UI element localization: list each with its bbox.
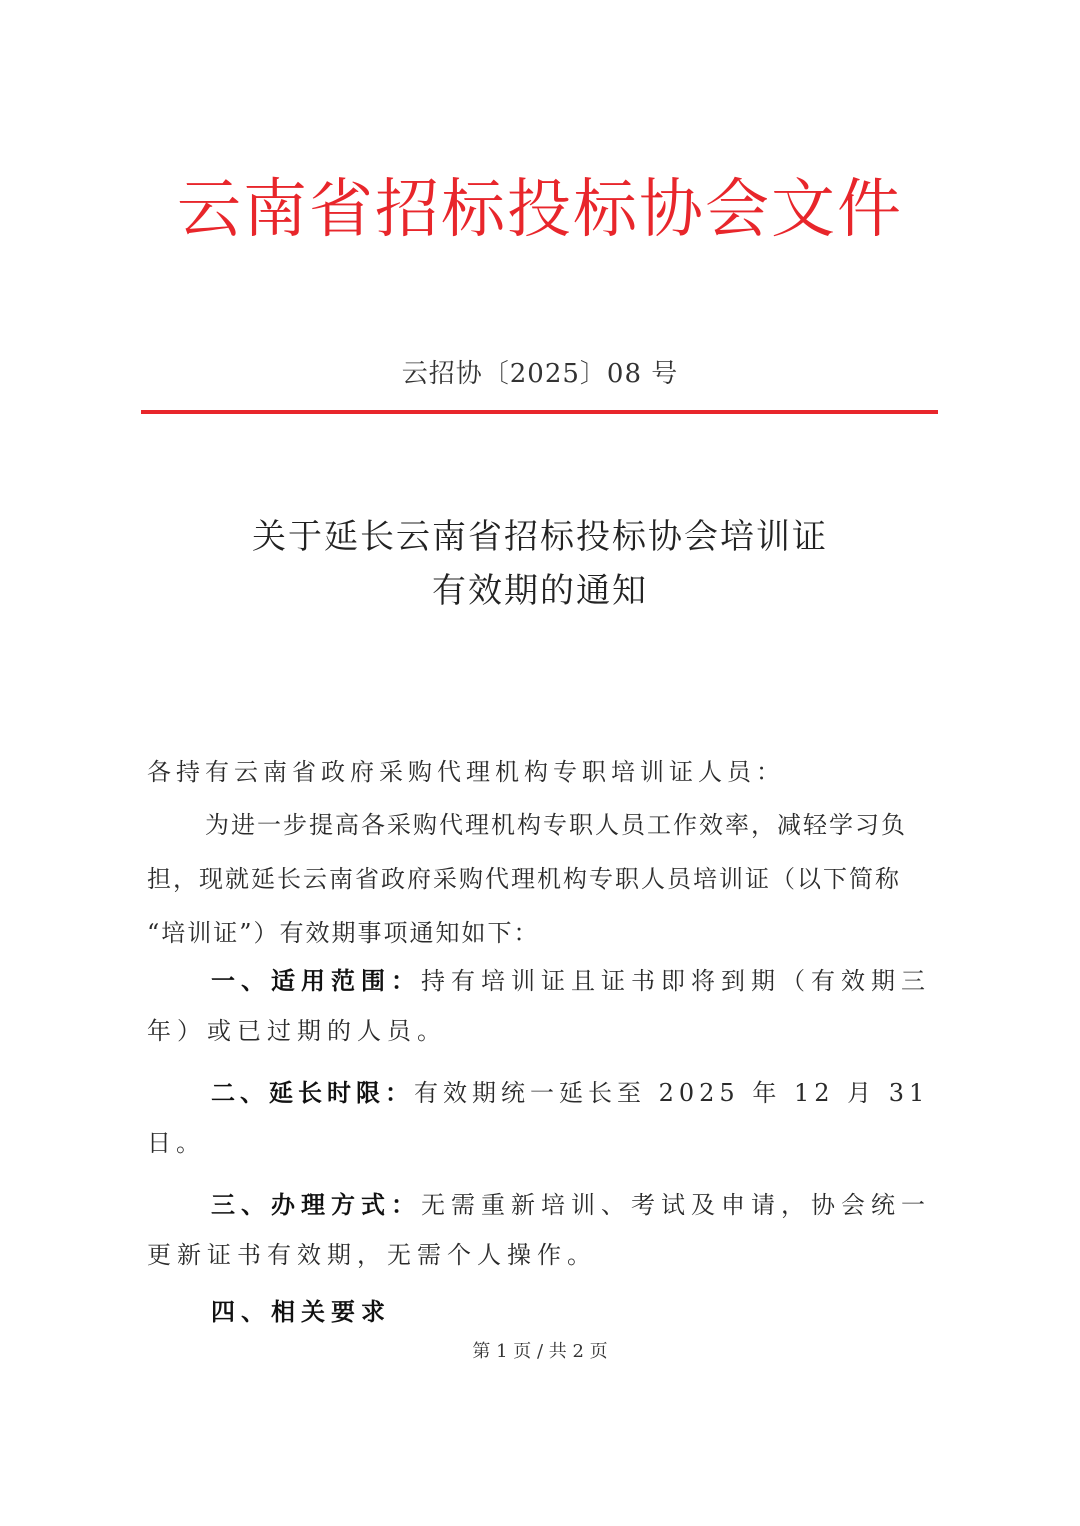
item-extension-heading: 二、延长时限： — [211, 1078, 414, 1107]
item-processing-text: 无需重新培训、考试及申请，协会统一更新证书有效期，无需个人操作。 — [147, 1191, 931, 1269]
item-processing-method — [147, 1180, 943, 1280]
page-indicator: 第 1 页 / 共 2 页 — [472, 1341, 608, 1362]
document-number: 云招协〔2025〕08 号 — [401, 359, 679, 389]
item-requirements-heading: 四、相关要求 — [211, 1297, 391, 1326]
item-scope-heading: 一、适用范围： — [211, 966, 421, 995]
notice-title-line-2: 有效期的通知 — [432, 571, 648, 611]
item-extension-period — [147, 1068, 943, 1168]
organization-letterhead-title: 云南省招标投标协会文件 — [177, 173, 903, 247]
item-extension-text: 有效期统一延长至 2025 年 12 月 31 日。 — [147, 1079, 930, 1157]
intro-paragraph: 为进一步提高各采购代理机构专职人员工作效率，减轻学习负担，现就延长云南省政府采购代理机构专职人员培训证（以下简称 “培训证”）有效期事项通知如下： — [147, 811, 907, 947]
red-divider-line — [141, 410, 938, 414]
item-requirements — [147, 1290, 943, 1334]
salutation: 各持有云南省政府采购代理机构专职培训证人员： — [147, 758, 785, 786]
item-scope — [147, 956, 943, 1056]
item-scope-text: 持有培训证且证书即将到期（有效期三年）或已过期的人员。 — [147, 967, 931, 1045]
notice-title — [0, 510, 1080, 618]
item-processing-heading: 三、办理方式： — [211, 1190, 421, 1219]
notice-title-line-1: 关于延长云南省招标投标协会培训证 — [252, 517, 828, 557]
